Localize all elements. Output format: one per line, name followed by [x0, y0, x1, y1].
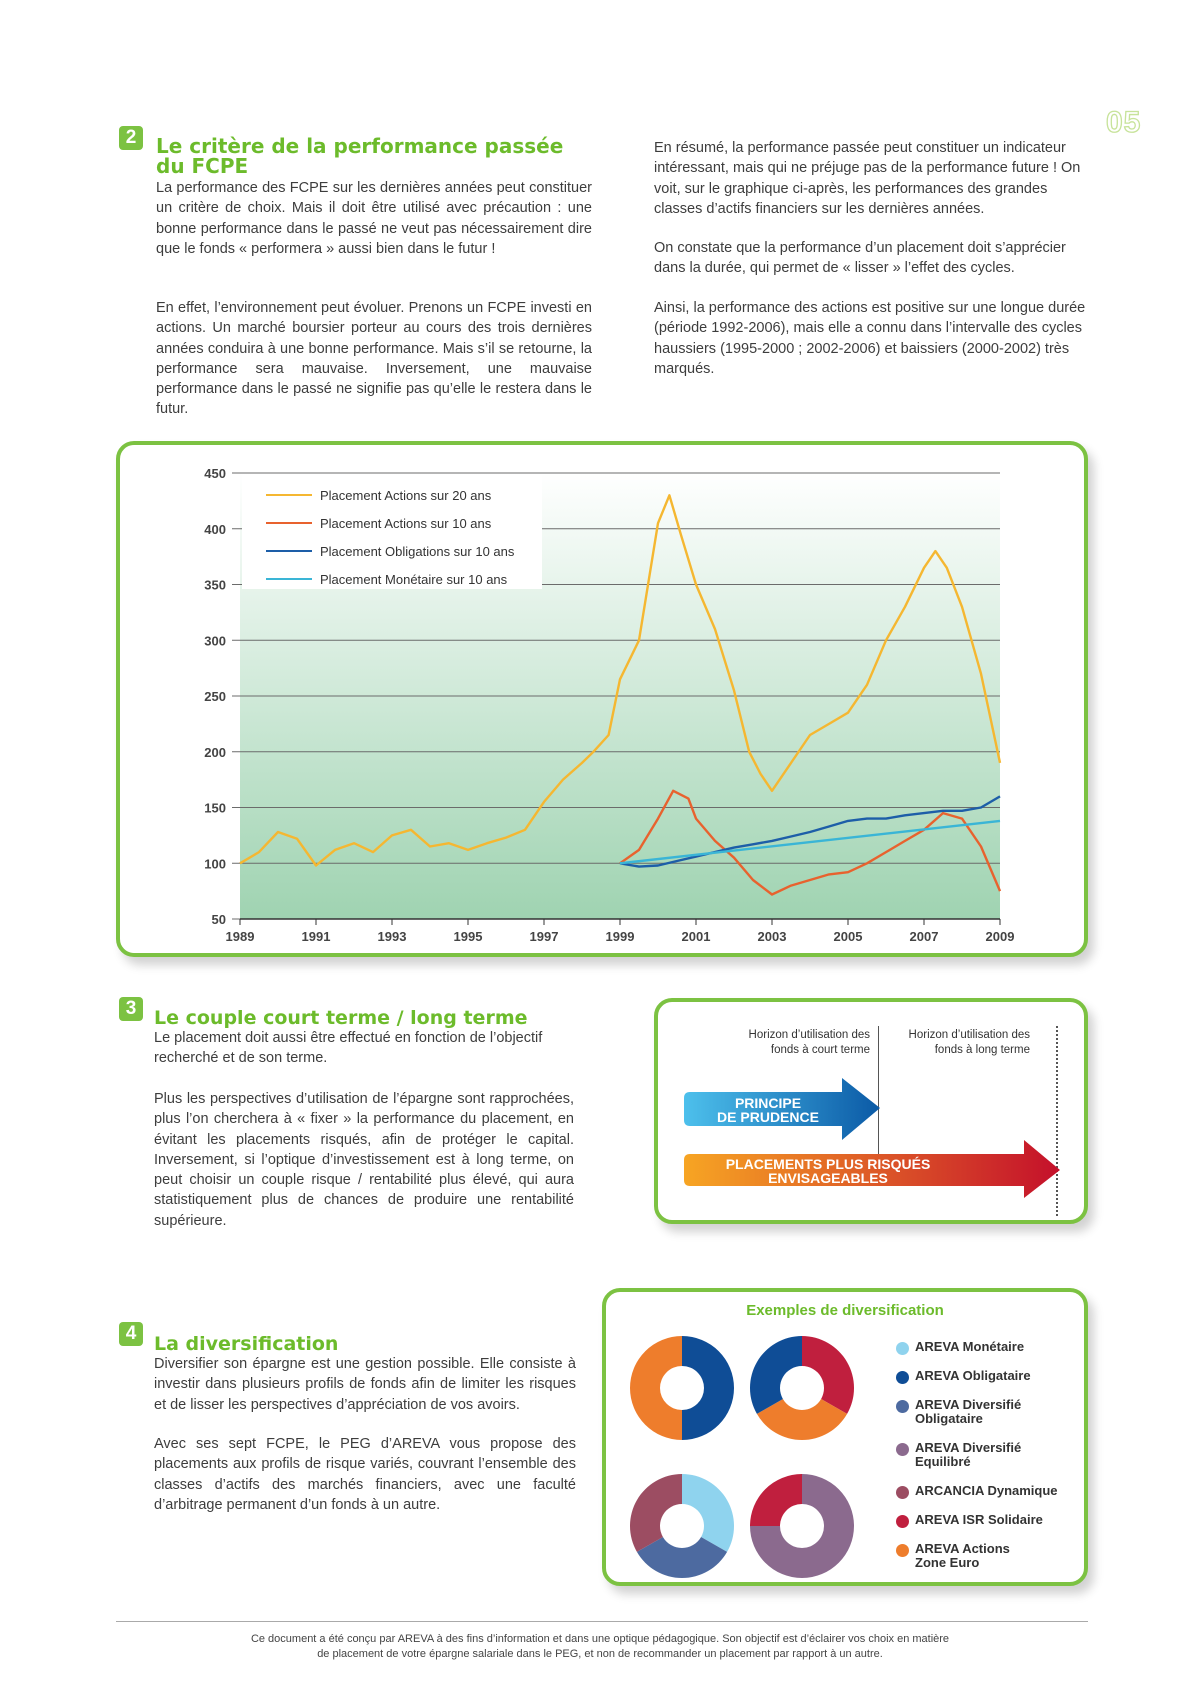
diversification-legend — [896, 1340, 1086, 1578]
legend-line1: AREVA Monétaire — [915, 1339, 1025, 1354]
y-tick-label: 400 — [204, 521, 226, 537]
donut-slice — [750, 1474, 802, 1526]
horizon-short-line2: fonds à court terme — [770, 1044, 870, 1056]
x-tick-label: 1999 — [605, 929, 635, 944]
horizon-short-label — [720, 1028, 870, 1058]
legend-item — [896, 1398, 1086, 1441]
legend-dot-icon — [896, 1544, 909, 1557]
donut-charts — [606, 1292, 896, 1582]
legend-dot-icon — [896, 1515, 909, 1528]
prudence-label — [688, 1096, 848, 1124]
section-2-left-p2: En effet, l’environnement peut évoluer. Prenons un FCPE investi en actions. Un marché boursier porteur au cours des trois dernières années conduira à une bonne performance. Mais s’il se retourne, la performance sera mauvaise. Inversement, une mauvaise performance dans le passé ne signifie pas qu’elle le restera dans le futur. — [156, 300, 592, 418]
legend-dot-icon — [896, 1371, 909, 1384]
donut-slice — [682, 1474, 734, 1552]
legend-label: Placement Monétaire sur 10 ans — [320, 572, 508, 587]
legend-line1: AREVA Obligataire — [915, 1368, 1031, 1383]
x-tick-label: 2003 — [757, 929, 787, 944]
donut-slice — [630, 1336, 682, 1440]
section-2-title-line2: du FCPE — [156, 154, 249, 178]
performance-chart-box — [116, 441, 1088, 957]
section-2-left-p1: La performance des FCPE sur les dernières années peut constituer un critère de choix. Mais il doit être utilisé avec précaution : une bonne performance dans le passé ne veut pas nécessairement dire que le fonds « performera » aussi bien dans le futur ! — [156, 180, 592, 257]
footer-divider — [116, 1621, 1088, 1622]
section-2-right-p2: On constate que la performance d’un placement doit s’apprécier dans la durée, qui permet de « lisser » l’effet des cycles. — [654, 240, 1066, 277]
y-tick-label: 150 — [204, 800, 226, 816]
horizon-long-label — [890, 1028, 1030, 1058]
donut-slice — [802, 1336, 854, 1414]
risk-label — [688, 1157, 968, 1185]
section-2-right-p3: Ainsi, la performance des actions est positive sur une longue durée (période 1992-2006), mais elle a connu dans l’intervalle des cycles haussiers (1995-2000 ; 2002-2006) et baissiers (2000-2002) très marqués. — [654, 300, 1086, 377]
section-4-p1: Diversifier son épargne est une gestion possible. Elle consiste à investir dans plusieurs profils de fonds afin de limiter les risques et de lisser les perspectives d’appréciation de vos avoirs. — [154, 1356, 576, 1413]
x-tick-label: 1993 — [377, 929, 407, 944]
legend-line2: Zone Euro — [915, 1555, 980, 1570]
horizon-diagram-box — [654, 998, 1088, 1224]
legend-line1: ARCANCIA Dynamique — [915, 1483, 1058, 1498]
donut-slice — [682, 1336, 734, 1440]
x-tick-label: 2001 — [681, 929, 711, 944]
x-tick-label: 1991 — [301, 929, 331, 944]
section-2-right-p1: En résumé, la performance passée peut constituer un indicateur intéressant, mais qui ne préjuge pas de la performance future ! On voit, sur le graphique ci-après, les performances des grandes classes d’actifs financiers sur les dernières années. — [654, 140, 1081, 217]
legend-dot-icon — [896, 1342, 909, 1355]
legend-line1: AREVA Diversifié — [915, 1397, 1022, 1412]
section-4-badge: 4 — [119, 1322, 143, 1346]
risk-line2: ENVISAGEABLES — [768, 1170, 888, 1186]
page-number: 05 — [1106, 106, 1142, 139]
legend-item — [896, 1513, 1086, 1542]
risk-line1: PLACEMENTS PLUS RISQUÉS — [725, 1156, 931, 1172]
diversification-box — [602, 1288, 1088, 1586]
footer-note — [0, 1632, 1200, 1662]
section-2-badge: 2 — [119, 126, 143, 150]
x-tick-label: 2007 — [909, 929, 939, 944]
footer-line2: de placement de votre épargne salariale dans le PEG, et non de recommander un placement par rapport à un autre. — [317, 1648, 883, 1660]
y-tick-label: 50 — [211, 912, 226, 927]
legend-label: Placement Obligations sur 10 ans — [320, 544, 515, 559]
legend-item — [896, 1542, 1086, 1578]
x-tick-label: 2005 — [833, 929, 863, 944]
section-3-p1: Le placement doit aussi être effectué en fonction de l’objectif recherché et de son terme. — [154, 1030, 543, 1067]
section-4-p2: Avec ses sept FCPE, le PEG d’AREVA vous propose des placements aux profils de risque variés, couvrant l’ensemble des classes d’actifs des marchés financiers, avec une faculté d’arbitrage permanent d’un fonds à un autre. — [154, 1436, 576, 1513]
donut-slice — [750, 1336, 802, 1414]
donut-slice — [630, 1474, 682, 1552]
section-2-title — [156, 136, 563, 176]
legend-line2: Obligataire — [915, 1411, 983, 1426]
section-2-title-line1: Le critère de la performance passée — [156, 134, 564, 158]
legend-dot-icon — [896, 1443, 909, 1456]
section-3-badge: 3 — [119, 997, 143, 1021]
x-tick-label: 1989 — [225, 929, 255, 944]
legend-line2: Equilibré — [915, 1454, 971, 1469]
horizon-long-line1: Horizon d’utilisation des — [908, 1029, 1030, 1041]
x-tick-label: 2009 — [985, 929, 1015, 944]
performance-chart — [120, 445, 1084, 953]
footer-line1: Ce document a été conçu par AREVA à des fins d’information et dans une optique pédagogique. Son objectif est d’éclairer vos choix en matière — [250, 1633, 950, 1645]
horizon-long-line2: fonds à long terme — [934, 1044, 1030, 1056]
y-tick-label: 450 — [204, 466, 226, 481]
legend-line1: AREVA Diversifié — [915, 1440, 1022, 1455]
legend-line1: AREVA Actions — [915, 1541, 1010, 1556]
legend-item — [896, 1484, 1086, 1513]
section-3-title: Le couple court terme / long terme — [154, 1007, 528, 1029]
legend-item — [896, 1369, 1086, 1398]
y-tick-label: 250 — [204, 689, 226, 704]
legend-line1: AREVA ISR Solidaire — [915, 1512, 1043, 1527]
prudence-line2: DE PRUDENCE — [717, 1109, 819, 1125]
section-3-p2: Plus les perspectives d’utilisation de l’épargne sont rapprochées, plus l’on cherchera à « fixer » la performance du placement, en évitant les placements risqués, afin de protéger le capital. Inversement, si l’optique d’investissement est à long terme, on peut choisir un couple risque / rentabilité plus élevé, qui aura statistiquement plus de chances de produire une rentabilité supérieure. — [154, 1091, 574, 1229]
y-tick-label: 200 — [204, 744, 226, 760]
diversification-title: Exemples de diversification — [746, 1302, 944, 1319]
x-tick-label: 1997 — [529, 929, 559, 944]
legend-dot-icon — [896, 1400, 909, 1413]
prudence-line1: PRINCIPE — [734, 1095, 802, 1111]
legend-label: Placement Actions sur 10 ans — [320, 516, 492, 531]
horizon-short-line1: Horizon d’utilisation des — [748, 1029, 870, 1041]
legend-label: Placement Actions sur 20 ans — [320, 488, 492, 503]
legend-dot-icon — [896, 1486, 909, 1499]
section-4-title: La diversification — [154, 1333, 339, 1355]
y-tick-label: 300 — [204, 633, 226, 649]
legend-item — [896, 1441, 1086, 1484]
y-tick-label: 100 — [204, 856, 226, 872]
x-tick-label: 1995 — [453, 929, 483, 944]
legend-item — [896, 1340, 1086, 1369]
y-tick-label: 350 — [204, 577, 226, 593]
